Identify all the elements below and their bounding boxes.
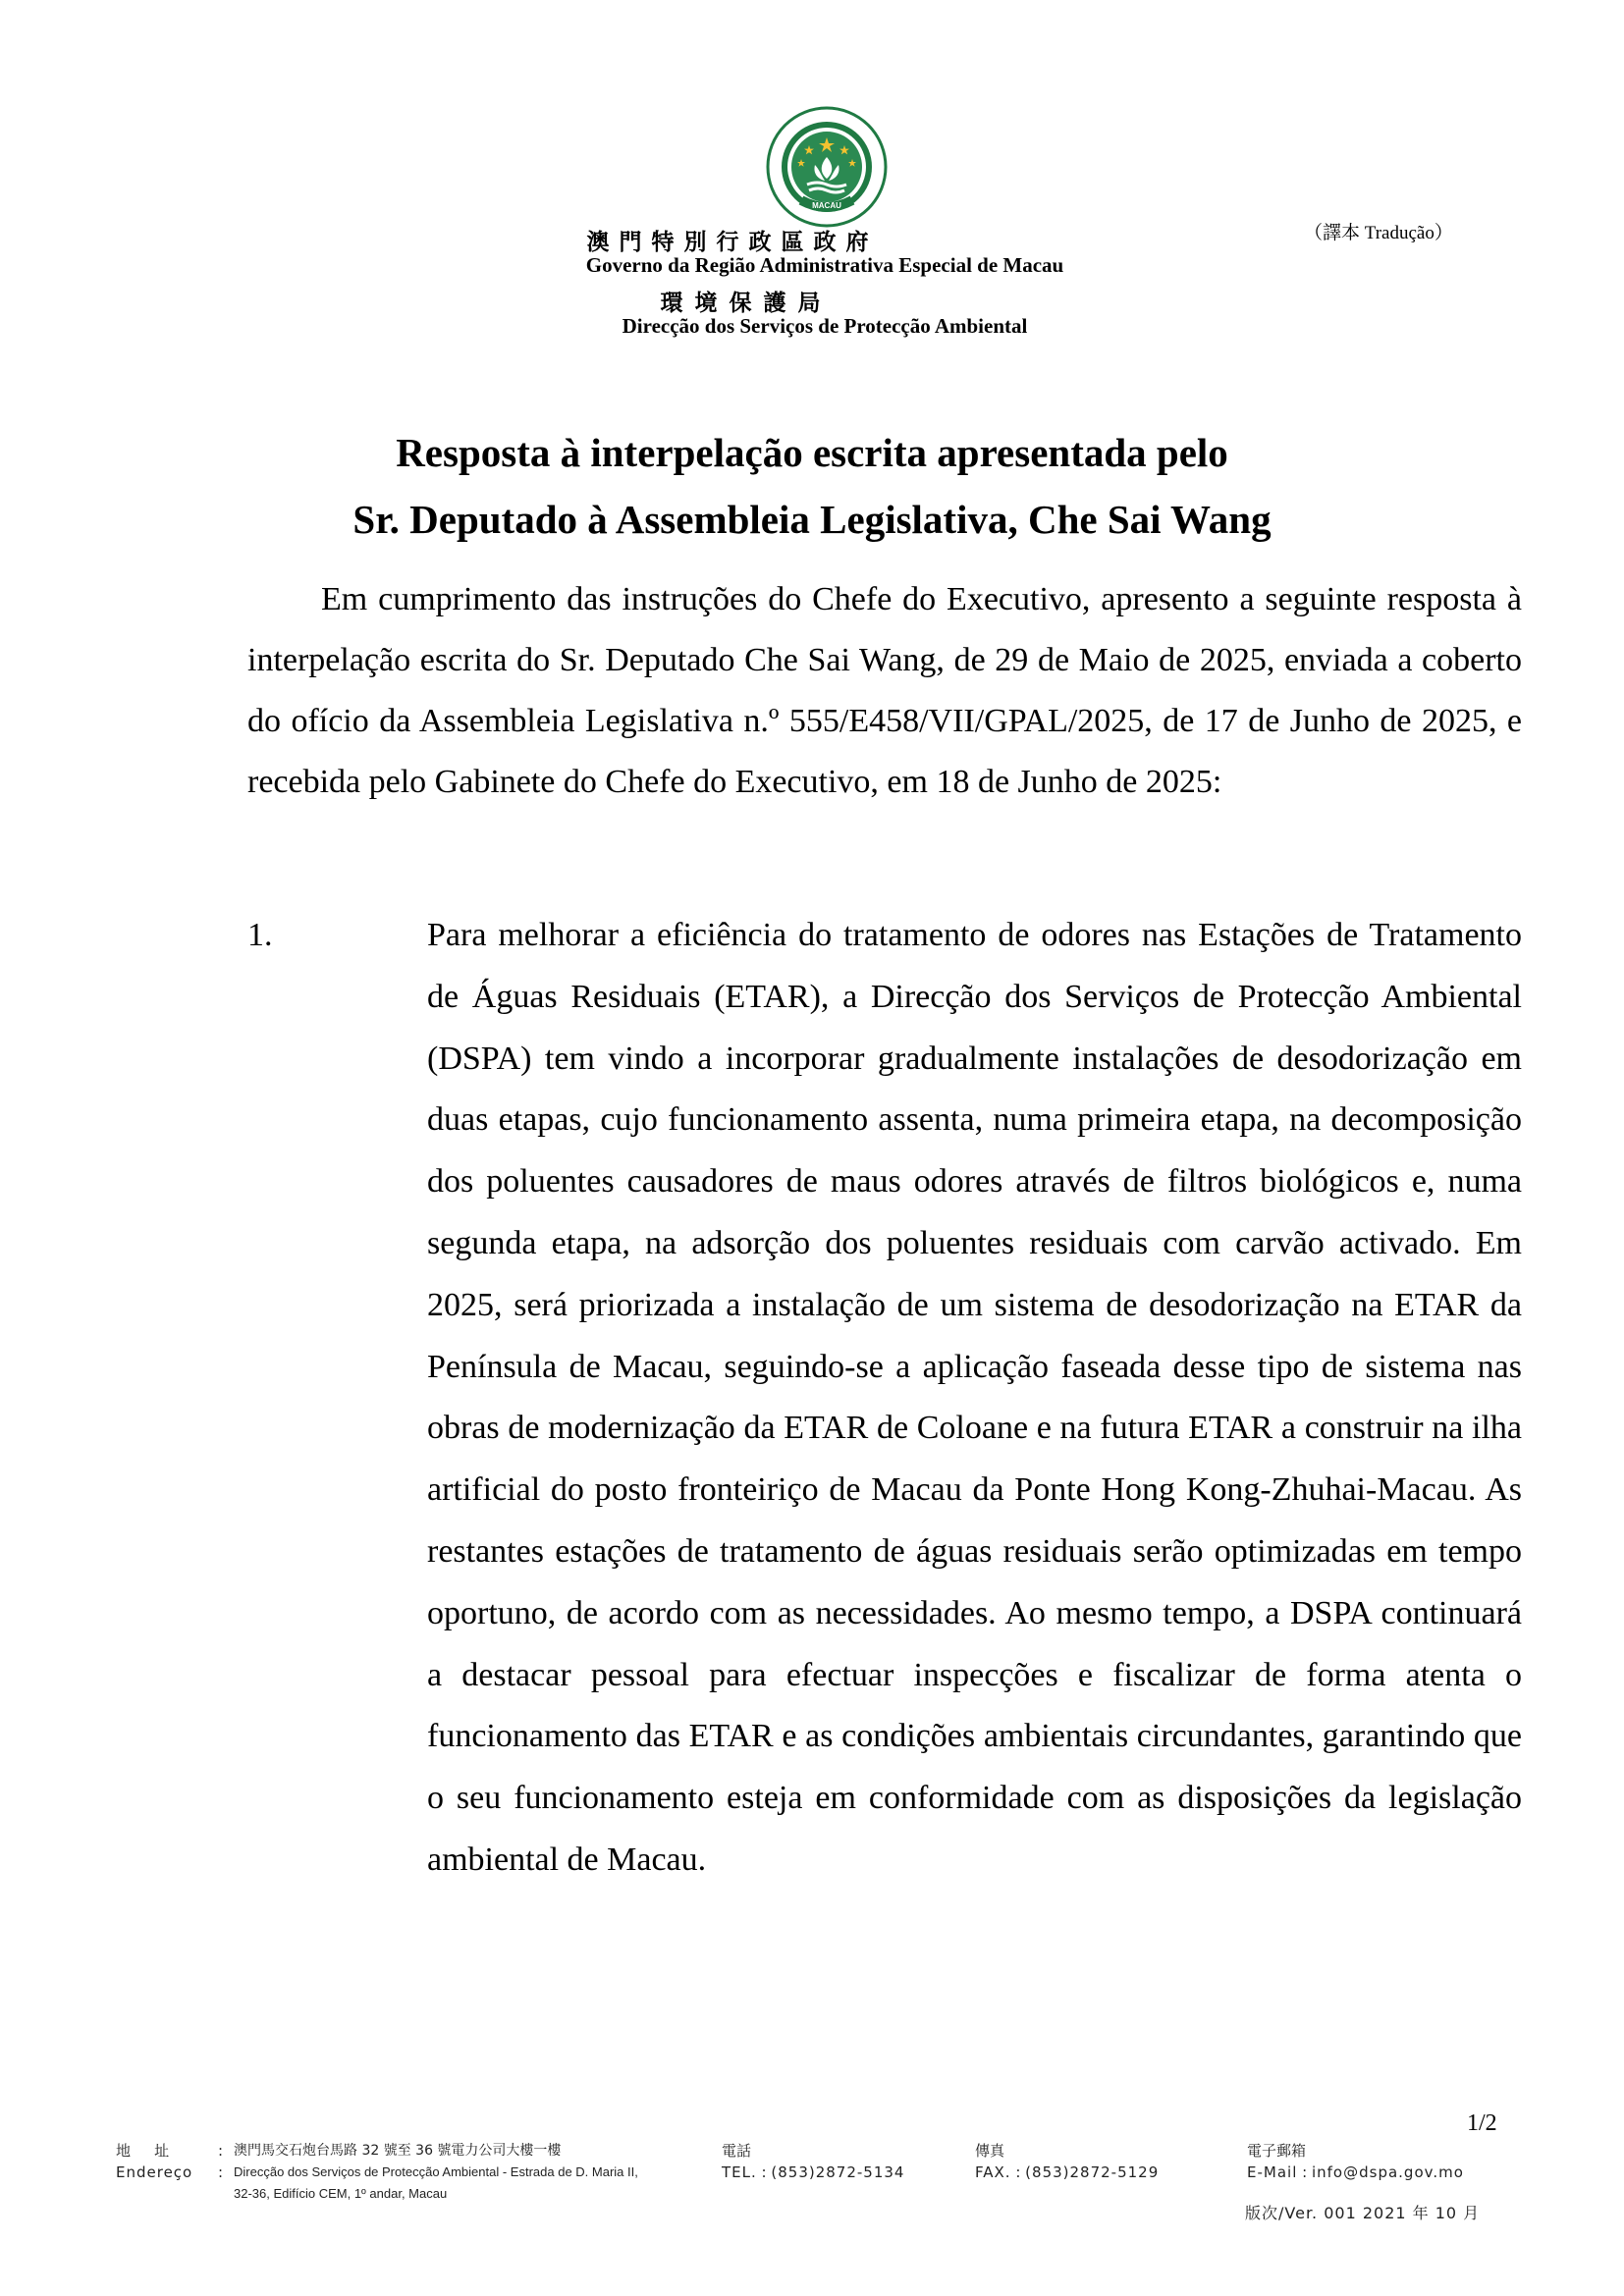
intro-paragraph: Em cumprimento das instruções do Chefe do Executivo, apresento a seguinte resposta à interpelação escrita do Sr. Deputado Che Sai Wang, de 29 de Maio de 2025, enviada a coberto do ofício da Assembleia Legislativa n.º 555/E458/VII/GPAL/2025, de 17 de Junho de 2025, e recebida pelo Gabinete do Chefe do Executivo, em 18 de Junho de 2025: (247, 581, 1522, 800)
document-title-line-2: Sr. Deputado à Assembleia Legislativa, Che Sai Wang (352, 497, 1272, 542)
fax-label-chinese: 傳真 (975, 2142, 1005, 2160)
address-portuguese-line-1: Direcção dos Serviços de Protecção Ambiental - Estrada de D. Maria II, (234, 2164, 638, 2179)
government-name-portuguese: Governo da Região Administrativa Especial de Macau (585, 253, 1064, 277)
department-name-chinese: 環境保護局 (660, 291, 833, 316)
translation-note: （譯本 Tradução） (1304, 223, 1453, 243)
version-info: 版次/Ver. 001 2021 年 10 月 (1245, 2204, 1481, 2222)
email-label-chinese: 電子郵箱 (1247, 2142, 1307, 2160)
document-title-line-1: Resposta à interpelação escrita apresentada pelo (396, 430, 1228, 475)
page-number: 1/2 (1467, 2110, 1497, 2136)
fax-value: (853)2872-5129 (1025, 2163, 1160, 2181)
tel-label-portuguese: TEL. (722, 2163, 757, 2181)
emblem-label: MACAU (812, 201, 841, 210)
tel-label-chinese: 電話 (722, 2142, 752, 2160)
item-number: 1. (247, 917, 273, 953)
address-chinese: 澳門馬交石炮台馬路 32 號至 36 號電力公司大樓一樓 (234, 2143, 562, 2159)
footer-address (234, 2140, 695, 2205)
macau-emblem-icon (766, 106, 888, 228)
address-label-portuguese: Endereço (116, 2163, 193, 2181)
tel-value: (853)2872-5134 (771, 2163, 905, 2181)
address-colons: : : (218, 2142, 224, 2181)
footer-email: 電子郵箱 E-Mail : info@dspa.gov.mo (1247, 2142, 1464, 2181)
fax-label-portuguese: FAX. (975, 2163, 1011, 2181)
footer-fax: 傳真 FAX. : (853)2872-5129 (975, 2142, 1160, 2181)
address-label-chinese: 地 址 (116, 2142, 171, 2160)
footer-telephone: 電話 TEL. : (853)2872-5134 (722, 2142, 905, 2181)
email-link[interactable]: info@dspa.gov.mo (1311, 2163, 1464, 2181)
item-text: Para melhorar a eficiência do tratamento de odores nas Estações de Tratamento de Águas Residuais (ETAR), a Direcção dos Serviços de Protecção Ambiental (DSPA) tem vindo a incorporar gradualmente instalações de desodorização em duas etapas, cujo funcionamento assenta, numa primeira etapa, na decomposição dos poluentes causadores de maus odores através de filtros biológicos e, numa segunda etapa, na adsorção dos poluentes residuais com carvão activado. Em 2025, será priorizada a instalação de um sistema de desodorização na ETAR da Península de Macau, seguindo-se a aplicação faseada desse tipo de sistema nas obras de modernização da ETAR de Coloane e na futura ETAR a construir na ilha artificial do posto fronteiriço de Macau da Ponte Hong Kong-Zhuhai-Macau. As restantes estações de tratamento de águas residuais serão optimizadas em tempo oportuno, de acordo com as necessidades. Ao mesmo tempo, a DSPA continuará a destacar pessoal para efectuar inspecções e fiscalizar de forma atenta o funcionamento das ETAR e as condições ambientais circundantes, garantindo que o seu funcionamento esteja em conformidade com as disposições da legislação ambiental de Macau. (427, 917, 1522, 1878)
email-label-portuguese: E-Mail (1247, 2163, 1298, 2181)
government-name-chinese: 澳門特別行政區政府 (586, 230, 879, 255)
footer-address-labels (116, 2140, 214, 2183)
department-name-portuguese: Direcção dos Serviços de Protecção Ambiental (622, 314, 1028, 338)
address-portuguese-line-2: 32-36, Edifício CEM, 1º andar, Macau (234, 2186, 448, 2201)
